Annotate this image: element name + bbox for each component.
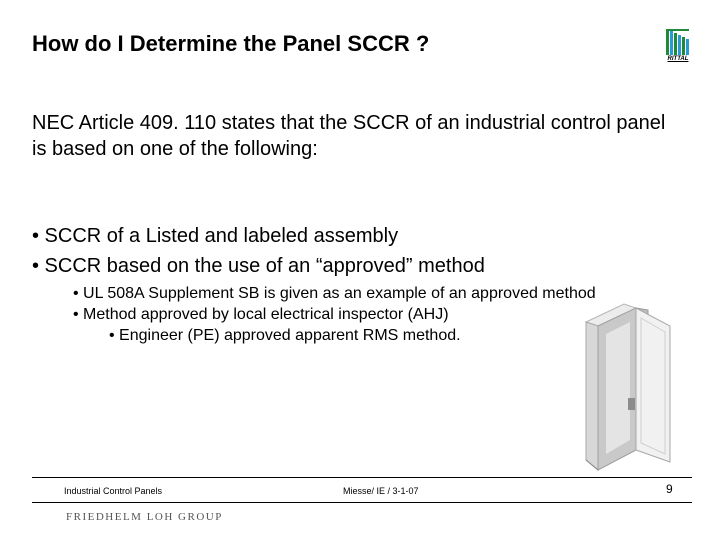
bullet-list [32, 221, 485, 281]
footer-rule-bottom [32, 502, 692, 503]
bullet-listed-assembly: • SCCR of a Listed and labeled assembly [32, 225, 399, 247]
logo-text: RITTAL [667, 56, 689, 62]
intro-paragraph: NEC Article 409. 110 states that the SCCR of an industrial control panel is based on one of the following: [32, 112, 666, 160]
footer-rule-top [32, 477, 692, 478]
group-name: FRIEDHELM LOH GROUP [66, 511, 223, 523]
bullet-approved-method: • SCCR based on the use of an “approved” method [32, 255, 485, 277]
sub-bullet-ul508a: • UL 508A Supplement SB is given as an example of an approved method [73, 285, 596, 302]
slide-title: How do I Determine the Panel SCCR ? [32, 31, 430, 56]
page-number: 9 [666, 482, 673, 496]
enclosure-cabinet-icon [578, 300, 698, 472]
footer-author-date: Miesse/ IE / 3-1-07 [343, 486, 419, 496]
sub-sub-bullet-pe: • Engineer (PE) approved apparent RMS method. [109, 327, 461, 344]
footer-title: Industrial Control Panels [64, 486, 163, 496]
sub-bullet-ahj: • Method approved by local electrical inspector (AHJ) [73, 306, 449, 323]
